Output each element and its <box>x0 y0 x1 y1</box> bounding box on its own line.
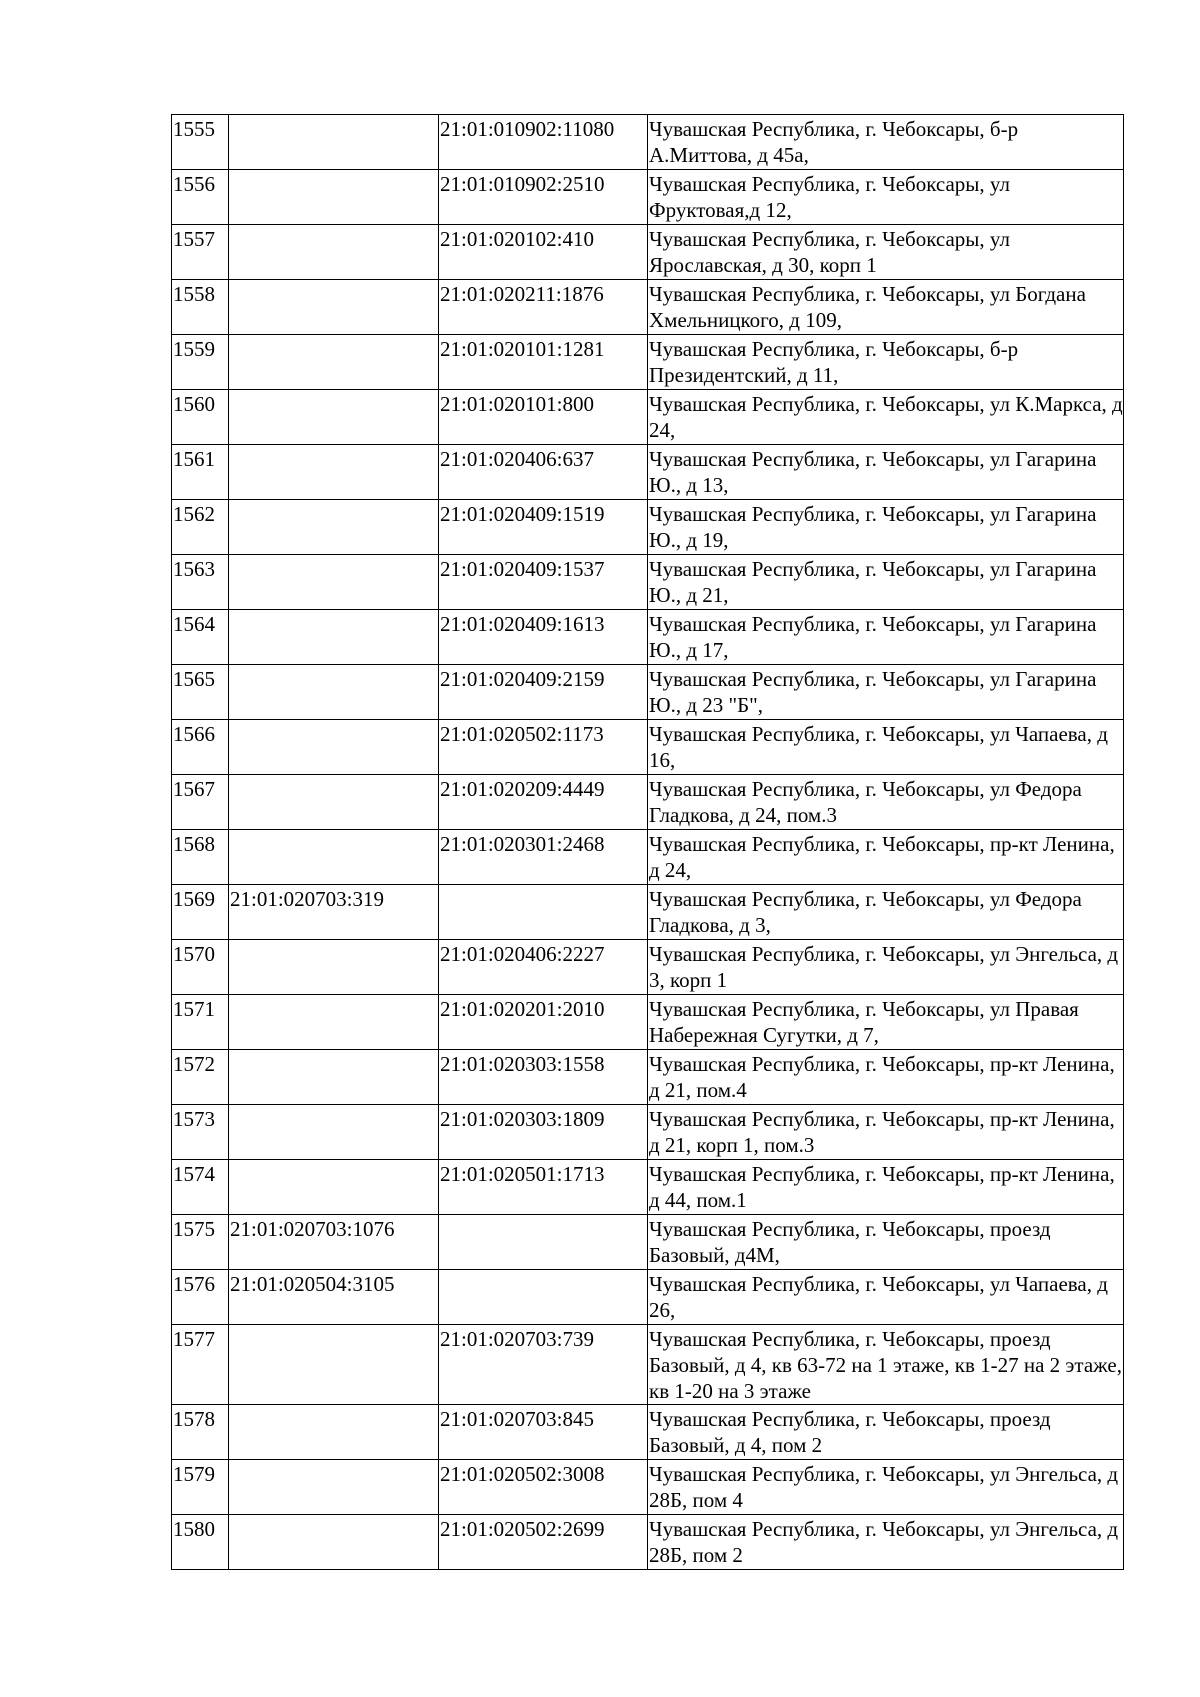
table-row <box>172 665 1124 720</box>
row-number-cell: 1558 <box>172 280 229 335</box>
address-cell: Чувашская Республика, г. Чебоксары, ул Гагарина Ю., д 21, <box>648 555 1124 610</box>
cadastral-number-cell-1 <box>229 1050 439 1105</box>
address-cell: Чувашская Республика, г. Чебоксары, ул Гагарина Ю., д 17, <box>648 610 1124 665</box>
address-cell: Чувашская Республика, г. Чебоксары, пр-кт Ленина, д 21, пом.4 <box>648 1050 1124 1105</box>
table-row <box>172 280 1124 335</box>
table-row <box>172 1270 1124 1325</box>
address-cell: Чувашская Республика, г. Чебоксары, проезд Базовый, д 4, кв 63-72 на 1 этаже, кв 1-27 на 2 этаже, кв 1-20 на 3 этаже <box>648 1325 1124 1405</box>
cadastral-number-cell-2: 21:01:020101:1281 <box>439 335 648 390</box>
row-number-cell: 1570 <box>172 940 229 995</box>
address-cell: Чувашская Республика, г. Чебоксары, проезд Базовый, д4М, <box>648 1215 1124 1270</box>
table-row <box>172 1460 1124 1515</box>
row-number-cell: 1577 <box>172 1325 229 1405</box>
row-number-cell: 1578 <box>172 1405 229 1460</box>
cadastral-number-cell-2: 21:01:020502:2699 <box>439 1515 648 1570</box>
cadastral-number-cell-1: 21:01:020703:319 <box>229 885 439 940</box>
address-cell: Чувашская Республика, г. Чебоксары, пр-кт Ленина, д 21, корп 1, пом.3 <box>648 1105 1124 1160</box>
row-number-cell: 1562 <box>172 500 229 555</box>
row-number-cell: 1580 <box>172 1515 229 1570</box>
cadastral-number-cell-1 <box>229 555 439 610</box>
address-cell: Чувашская Республика, г. Чебоксары, ул Энгельса, д 28Б, пом 4 <box>648 1460 1124 1515</box>
address-cell: Чувашская Республика, г. Чебоксары, ул Гагарина Ю., д 19, <box>648 500 1124 555</box>
cadastral-number-cell-1 <box>229 720 439 775</box>
cadastral-number-cell-1 <box>229 445 439 500</box>
row-number-cell: 1565 <box>172 665 229 720</box>
address-cell: Чувашская Республика, г. Чебоксары, ул Энгельса, д 28Б, пом 2 <box>648 1515 1124 1570</box>
property-registry-table <box>171 114 1124 1570</box>
address-cell: Чувашская Республика, г. Чебоксары, ул Правая Набережная Сугутки, д 7, <box>648 995 1124 1050</box>
address-cell: Чувашская Республика, г. Чебоксары, проезд Базовый, д 4, пом 2 <box>648 1405 1124 1460</box>
cadastral-number-cell-1 <box>229 390 439 445</box>
table-row <box>172 115 1124 170</box>
cadastral-number-cell-1 <box>229 1160 439 1215</box>
cadastral-number-cell-1 <box>229 115 439 170</box>
cadastral-number-cell-2: 21:01:020703:845 <box>439 1405 648 1460</box>
cadastral-number-cell-2: 21:01:020303:1558 <box>439 1050 648 1105</box>
table-row <box>172 940 1124 995</box>
row-number-cell: 1561 <box>172 445 229 500</box>
cadastral-number-cell-2: 21:01:020409:1519 <box>439 500 648 555</box>
cadastral-number-cell-2: 21:01:020211:1876 <box>439 280 648 335</box>
cadastral-number-cell-2: 21:01:020406:637 <box>439 445 648 500</box>
table-row <box>172 1160 1124 1215</box>
cadastral-number-cell-1 <box>229 995 439 1050</box>
address-cell: Чувашская Республика, г. Чебоксары, ул Энгельса, д 3, корп 1 <box>648 940 1124 995</box>
row-number-cell: 1557 <box>172 225 229 280</box>
cadastral-number-cell-2: 21:01:020406:2227 <box>439 940 648 995</box>
address-cell: Чувашская Республика, г. Чебоксары, ул Чапаева, д 16, <box>648 720 1124 775</box>
row-number-cell: 1560 <box>172 390 229 445</box>
table-row <box>172 775 1124 830</box>
cadastral-number-cell-2: 21:01:020201:2010 <box>439 995 648 1050</box>
cadastral-number-cell-1 <box>229 170 439 225</box>
cadastral-number-cell-2 <box>439 1215 648 1270</box>
cadastral-number-cell-1: 21:01:020703:1076 <box>229 1215 439 1270</box>
cadastral-number-cell-2: 21:01:020209:4449 <box>439 775 648 830</box>
table-row <box>172 555 1124 610</box>
cadastral-number-cell-2: 21:01:020409:1613 <box>439 610 648 665</box>
address-cell: Чувашская Республика, г. Чебоксары, ул Гагарина Ю., д 13, <box>648 445 1124 500</box>
cadastral-number-cell-1 <box>229 1515 439 1570</box>
cadastral-number-cell-2: 21:01:020101:800 <box>439 390 648 445</box>
cadastral-number-cell-1 <box>229 500 439 555</box>
address-cell: Чувашская Республика, г. Чебоксары, ул Ярославская, д 30, корп 1 <box>648 225 1124 280</box>
address-cell: Чувашская Республика, г. Чебоксары, б-р Президентский, д 11, <box>648 335 1124 390</box>
table-row <box>172 1515 1124 1570</box>
row-number-cell: 1574 <box>172 1160 229 1215</box>
row-number-cell: 1572 <box>172 1050 229 1105</box>
address-cell: Чувашская Республика, г. Чебоксары, ул Чапаева, д 26, <box>648 1270 1124 1325</box>
table-row <box>172 1405 1124 1460</box>
row-number-cell: 1579 <box>172 1460 229 1515</box>
cadastral-number-cell-2 <box>439 885 648 940</box>
cadastral-number-cell-1 <box>229 335 439 390</box>
registry-table-body <box>172 115 1124 1570</box>
table-row <box>172 445 1124 500</box>
address-cell: Чувашская Республика, г. Чебоксары, ул Богдана Хмельницкого, д 109, <box>648 280 1124 335</box>
cadastral-number-cell-1 <box>229 610 439 665</box>
row-number-cell: 1571 <box>172 995 229 1050</box>
address-cell: Чувашская Республика, г. Чебоксары, пр-кт Ленина, д 44, пом.1 <box>648 1160 1124 1215</box>
cadastral-number-cell-1 <box>229 665 439 720</box>
row-number-cell: 1564 <box>172 610 229 665</box>
row-number-cell: 1568 <box>172 830 229 885</box>
address-cell: Чувашская Республика, г. Чебоксары, б-р А.Миттова, д 45а, <box>648 115 1124 170</box>
row-number-cell: 1555 <box>172 115 229 170</box>
table-row <box>172 1215 1124 1270</box>
table-row <box>172 830 1124 885</box>
table-row <box>172 500 1124 555</box>
address-cell: Чувашская Республика, г. Чебоксары, ул Федора Гладкова, д 24, пом.3 <box>648 775 1124 830</box>
table-row <box>172 390 1124 445</box>
table-row <box>172 995 1124 1050</box>
row-number-cell: 1576 <box>172 1270 229 1325</box>
cadastral-number-cell-1: 21:01:020504:3105 <box>229 1270 439 1325</box>
address-cell: Чувашская Республика, г. Чебоксары, ул Федора Гладкова, д 3, <box>648 885 1124 940</box>
cadastral-number-cell-2: 21:01:010902:2510 <box>439 170 648 225</box>
cadastral-number-cell-1 <box>229 225 439 280</box>
row-number-cell: 1575 <box>172 1215 229 1270</box>
cadastral-number-cell-2: 21:01:020501:1713 <box>439 1160 648 1215</box>
cadastral-number-cell-1 <box>229 830 439 885</box>
cadastral-number-cell-2: 21:01:020102:410 <box>439 225 648 280</box>
row-number-cell: 1573 <box>172 1105 229 1160</box>
table-row <box>172 1105 1124 1160</box>
cadastral-number-cell-2: 21:01:020301:2468 <box>439 830 648 885</box>
row-number-cell: 1556 <box>172 170 229 225</box>
cadastral-number-cell-1 <box>229 940 439 995</box>
cadastral-number-cell-2: 21:01:020502:3008 <box>439 1460 648 1515</box>
cadastral-number-cell-2: 21:01:010902:11080 <box>439 115 648 170</box>
table-row <box>172 885 1124 940</box>
row-number-cell: 1566 <box>172 720 229 775</box>
table-row <box>172 170 1124 225</box>
cadastral-number-cell-1 <box>229 1105 439 1160</box>
cadastral-number-cell-2: 21:01:020303:1809 <box>439 1105 648 1160</box>
row-number-cell: 1559 <box>172 335 229 390</box>
address-cell: Чувашская Республика, г. Чебоксары, ул Фруктовая,д 12, <box>648 170 1124 225</box>
table-row <box>172 225 1124 280</box>
table-row <box>172 335 1124 390</box>
cadastral-number-cell-1 <box>229 775 439 830</box>
cadastral-number-cell-1 <box>229 280 439 335</box>
row-number-cell: 1569 <box>172 885 229 940</box>
cadastral-number-cell-2: 21:01:020703:739 <box>439 1325 648 1405</box>
table-row <box>172 610 1124 665</box>
row-number-cell: 1563 <box>172 555 229 610</box>
address-cell: Чувашская Республика, г. Чебоксары, ул Гагарина Ю., д 23 "Б", <box>648 665 1124 720</box>
address-cell: Чувашская Республика, г. Чебоксары, пр-кт Ленина, д 24, <box>648 830 1124 885</box>
table-row <box>172 1050 1124 1105</box>
cadastral-number-cell-2: 21:01:020502:1173 <box>439 720 648 775</box>
cadastral-number-cell-1 <box>229 1405 439 1460</box>
address-cell: Чувашская Республика, г. Чебоксары, ул К.Маркса, д 24, <box>648 390 1124 445</box>
table-row <box>172 1325 1124 1405</box>
cadastral-number-cell-2: 21:01:020409:2159 <box>439 665 648 720</box>
cadastral-number-cell-2 <box>439 1270 648 1325</box>
cadastral-number-cell-2: 21:01:020409:1537 <box>439 555 648 610</box>
cadastral-number-cell-1 <box>229 1460 439 1515</box>
row-number-cell: 1567 <box>172 775 229 830</box>
table-row <box>172 720 1124 775</box>
cadastral-number-cell-1 <box>229 1325 439 1405</box>
